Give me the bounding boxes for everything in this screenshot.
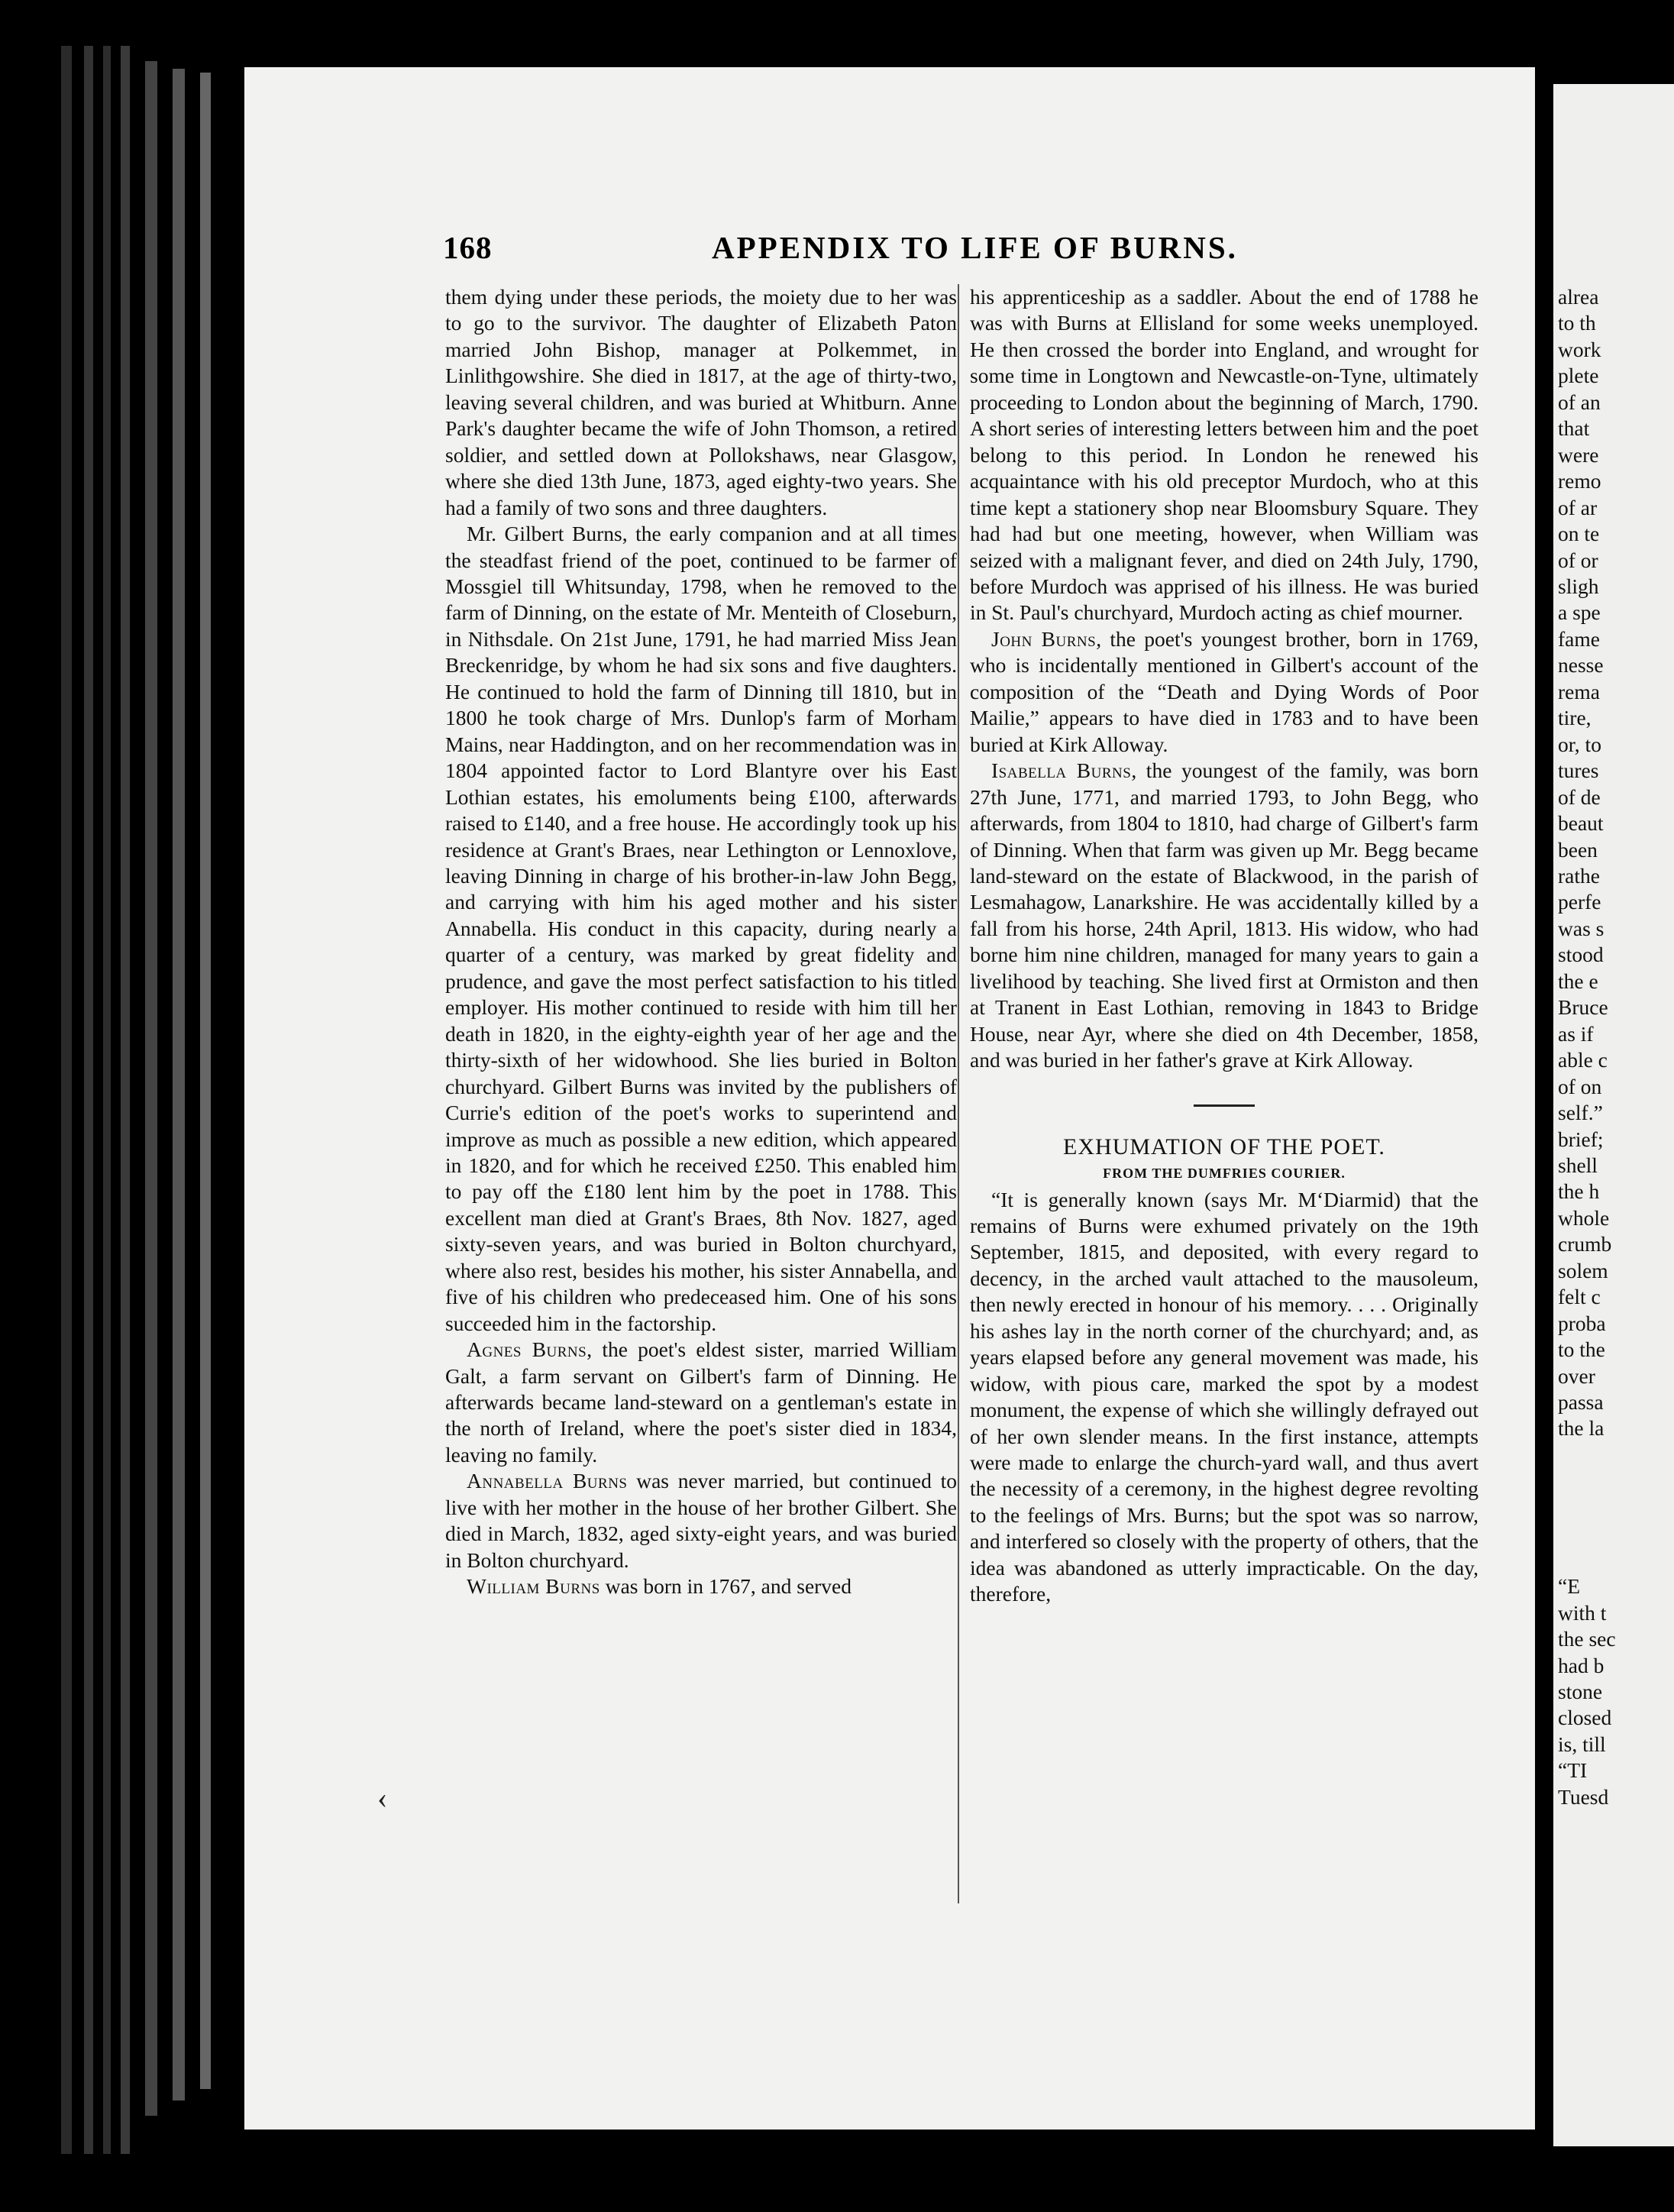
facing-page-line: alrea (1558, 285, 1599, 309)
paragraph (445, 1468, 957, 1573)
facing-page-line: closed (1558, 1706, 1612, 1730)
facing-page-line: been (1558, 837, 1598, 862)
facing-page-line: self.” (1558, 1101, 1603, 1125)
paragraph (445, 1573, 957, 1599)
middle-column (970, 284, 1478, 1608)
section-title: EXHUMATION OF THE POET. (1063, 1133, 1385, 1159)
facing-page-line (1558, 1547, 1616, 1573)
section-rule (1194, 1104, 1255, 1107)
paragraph-text: , the poet's eldest sister, married William Galt, a farm servant on Gilbert's farm of Dinning. He afterwards became land-steward on a gentleman's estate in the north of Ireland, where the poet's sister died in 1834, leaving no family. (445, 1337, 957, 1467)
facing-page-line: fame (1558, 626, 1600, 651)
facing-page-line: that (1558, 416, 1590, 441)
paragraph (445, 1337, 957, 1468)
facing-page-line: of or (1558, 548, 1598, 572)
left-column (445, 284, 957, 1600)
paragraph: Mr. Gilbert Burns, the early companion and at all times the steadfast friend of the poet, continued to be farmer of Mossgiel till Whitsunday, 1798, when he removed to the farm of Dinning, on the estate of Mr. Menteith of Closeburn, in Nithsdale. On 21st June, 1791, he had married Miss Jean Breckenridge, by whom he had six sons and five daughters. He continued to hold the farm of Dinning till 1810, but in 1800 he took charge of Mrs. Dunlop's farm of Morham Mains, near Haddington, and on her recommendation was in 1804 appointed factor to Lord Blantyre over his East Lothian estates, his emoluments being £100, afterwards raised to £140, and a free house. He accordingly took up his residence at Grant's Braes, near Lethington or Lennoxlove, leaving Dinning in charge of his brother-in-law John Begg, and carrying with him his aged mother and his sister Annabella. His conduct in this capacity, during nearly a quarter of a century, was marked by great fidelity and prudence, and gave the most perfect satisfaction to his titled employer. His mother continued to reside with him till her death in 1820, in the eighty-eighth year of her age and the thirty-sixth of her widowhood. She lies buried in Bolton churchyard. Gilbert Burns was invited by the publishers of Currie's edition of the poet's works to superintend and improve as much as possible a new edition, which appeared in 1820, and for which he received £250. This enabled him to pay off the £180 lent him by the poet in 1788. This excellent man died at Grant's Braes, 8th Nov. 1827, aged sixty-seven years, and was buried in Bolton churchyard, where also rest, besides his mother, his sister Annabella, and five of his children who predeceased him. One of his sons succeeded him in the factorship. (445, 522, 957, 1335)
facing-page-line: whole (1558, 1205, 1610, 1230)
facing-page-line: a spe (1558, 600, 1601, 625)
facing-page-line: of an (1558, 390, 1601, 414)
facing-page-line: “E (1558, 1574, 1581, 1599)
facing-page-line (1558, 1442, 1616, 1468)
person-name: William Burns (467, 1574, 600, 1599)
facing-page-line: plete (1558, 364, 1599, 388)
facing-page-line: of ar (1558, 495, 1598, 519)
facing-page-line: able c (1558, 1048, 1608, 1072)
facing-page-line: the la (1558, 1416, 1605, 1441)
facing-page-line: is, till (1558, 1732, 1606, 1756)
facing-page-line: the sec (1558, 1627, 1616, 1651)
facing-page-line: the h (1558, 1179, 1600, 1204)
book-edge (145, 61, 157, 2116)
facing-page-line: sligh (1558, 574, 1599, 598)
paragraph-text: , the poet's youngest brother, born in 1769, who is incidentally mentioned in Gilbert's account of the composition of the “Death and Dying Words of Poor Mailie,” appears to have died in 1783 and to have been buried at Kirk Alloway. (970, 626, 1478, 756)
book-edge (121, 46, 130, 2154)
facing-page-text (1558, 284, 1616, 1810)
section-subtitle: FROM THE DUMFRIES COURIER. (1103, 1166, 1346, 1182)
facing-page-line: remo (1558, 469, 1601, 493)
paragraph-text: , the youngest of the family, was born 27th June, 1771, and married 1793, to John Begg, who afterwards, from 1804 to 1810, had charge of Gilbert's farm of Dinning. When that farm was given up Mr. Begg became land-steward on the estate of Blackwood, in the parish of Lesmahagow, Lanarkshire. He was accidentally killed by a fall from his horse, 24th April, 1813. His widow, who had borne him nine children, managed for many years to gain a livelihood by teaching. She lived first at Ormiston and then at Tranent in East Lothian, removing in 1843 to Bridge House, near Ayr, where she died on 4th December, 1858, and was buried in her father's grave at Kirk Alloway. (970, 758, 1478, 1072)
facing-page-line: brief; (1558, 1127, 1604, 1151)
running-head: APPENDIX TO LIFE OF BURNS. (712, 230, 1238, 265)
column-divider (958, 284, 959, 1903)
paragraph: his apprenticeship as a saddler. About the end of 1788 he was with Burns at Ellisland for some weeks unemployed. He then crossed the border into England, and wrought for some time in Longtown and Newcastle-on-Tyne, ultimately proceeding to London about the beginning of March, 1790. A short series of interesting letters between him and the poet belong to this period. In London he renewed his acquaintance with his old preceptor Murdoch, who at this time kept a stationery shop near Bloomsbury Square. They had had but one meeting, however, when William was seized with a malignant fever, and died on 24th July, 1790, before Murdoch was apprised of his illness. He was buried in St. Paul's churchyard, Murdoch acting as chief mourner. (970, 285, 1478, 625)
facing-page-line: work (1558, 337, 1601, 361)
facing-page-line: with t (1558, 1600, 1607, 1625)
facing-page-line: tire, (1558, 706, 1592, 730)
paragraph (970, 626, 1478, 758)
facing-page-line: stone (1558, 1680, 1603, 1704)
facing-page-line: on te (1558, 522, 1600, 546)
facing-page-line (1558, 1495, 1616, 1521)
facing-page-line: as if (1558, 1021, 1594, 1046)
page-header (443, 229, 1634, 275)
facing-page-line: the e (1558, 969, 1598, 993)
book-edge (84, 46, 93, 2154)
book-edge (61, 46, 72, 2154)
person-name: Agnes Burns (467, 1337, 587, 1362)
facing-page-line: were (1558, 442, 1599, 467)
facing-page-line (1558, 1521, 1616, 1547)
facing-page-line (1558, 1468, 1616, 1494)
facing-page-line: had b (1558, 1653, 1605, 1677)
facing-page-line: crumb (1558, 1232, 1612, 1256)
facing-page-line: to th (1558, 311, 1596, 335)
facing-page-line: shell (1558, 1153, 1598, 1177)
facing-page-line: proba (1558, 1311, 1606, 1335)
book-edge (200, 73, 211, 2089)
facing-page-line: stood (1558, 943, 1604, 967)
person-name: Annabella Burns (467, 1469, 628, 1493)
facing-page-line: rathe (1558, 863, 1600, 888)
paragraph-text: was never married, but continued to live with her mother in the house of her brother Gilbert. She died in March, 1832, aged sixty-eight years, and was buried in Bolton churchyard. (445, 1469, 957, 1572)
book-edge (103, 46, 111, 2154)
person-name: John Burns (991, 626, 1097, 651)
facing-page-line: of de (1558, 784, 1601, 809)
facing-page-line: tures (1558, 758, 1599, 783)
facing-page-line: “TI (1558, 1758, 1588, 1783)
facing-page-line: passa (1558, 1390, 1604, 1415)
facing-page-line: or, to (1558, 732, 1601, 756)
paragraph: them dying under these periods, the moiety due to her was to go to the survivor. The daughter of Elizabeth Paton married John Bishop, manager at Polkemmet, in Linlithgowshire. She died in 1817, at the age of thirty-two, leaving several children, and was buried at Whitburn. Anne Park's daughter became the wife of John Thomson, a retired soldier, and settled down at Pollokshaws, near Glasgow, where she died 13th June, 1873, aged eighty-two years. She had a family of two sons and three daughters. (445, 285, 957, 519)
page-number: 168 (443, 230, 493, 265)
paragraph-text: was born in 1767, and served (599, 1574, 852, 1599)
facing-page-line: perfe (1558, 890, 1601, 914)
facing-page-line: rema (1558, 679, 1600, 703)
paragraph (970, 758, 1478, 1073)
facing-page-line: beaut (1558, 811, 1604, 836)
facing-page-line: to the (1558, 1337, 1605, 1362)
person-name: Isabella Burns (991, 758, 1132, 783)
facing-page-line: solem (1558, 1258, 1608, 1282)
facing-page-line: of on (1558, 1074, 1602, 1098)
facing-page-line: over (1558, 1363, 1595, 1388)
book-edge (173, 69, 185, 2100)
facing-page-line: nesse (1558, 653, 1604, 678)
facing-page-line: Bruce (1558, 995, 1608, 1020)
facing-page (1553, 84, 1674, 2146)
ink-mark: ‹ (377, 1780, 388, 1815)
facing-page-line: felt c (1558, 1285, 1601, 1309)
paragraph: “It is generally known (says Mr. M‘Diarmid) that the remains of Burns were exhumed privately on the 19th September, 1815, and deposited, with every regard to decency, in the arched vault attached to the mausoleum, then newly erected in honour of his memory. . . . Originally his ashes lay in the north corner of the churchyard; and, as years elapsed before any general movement was made, his widow, with pious care, marked the spot by a modest monument, the expense of which she willingly defrayed out of her own slender means. In the first instance, attempts were made to enlarge the church-yard wall, and thus avert the necessity of a ceremony, in the highest degree revolting to the feelings of Mrs. Burns; but the spot was so narrow, and interfered so closely with the property of others, that the idea was abandoned as utterly impracticable. On the day, therefore, (970, 1187, 1478, 1606)
facing-page-line: Tuesd (1558, 1784, 1609, 1809)
facing-page-line: was s (1558, 916, 1605, 940)
